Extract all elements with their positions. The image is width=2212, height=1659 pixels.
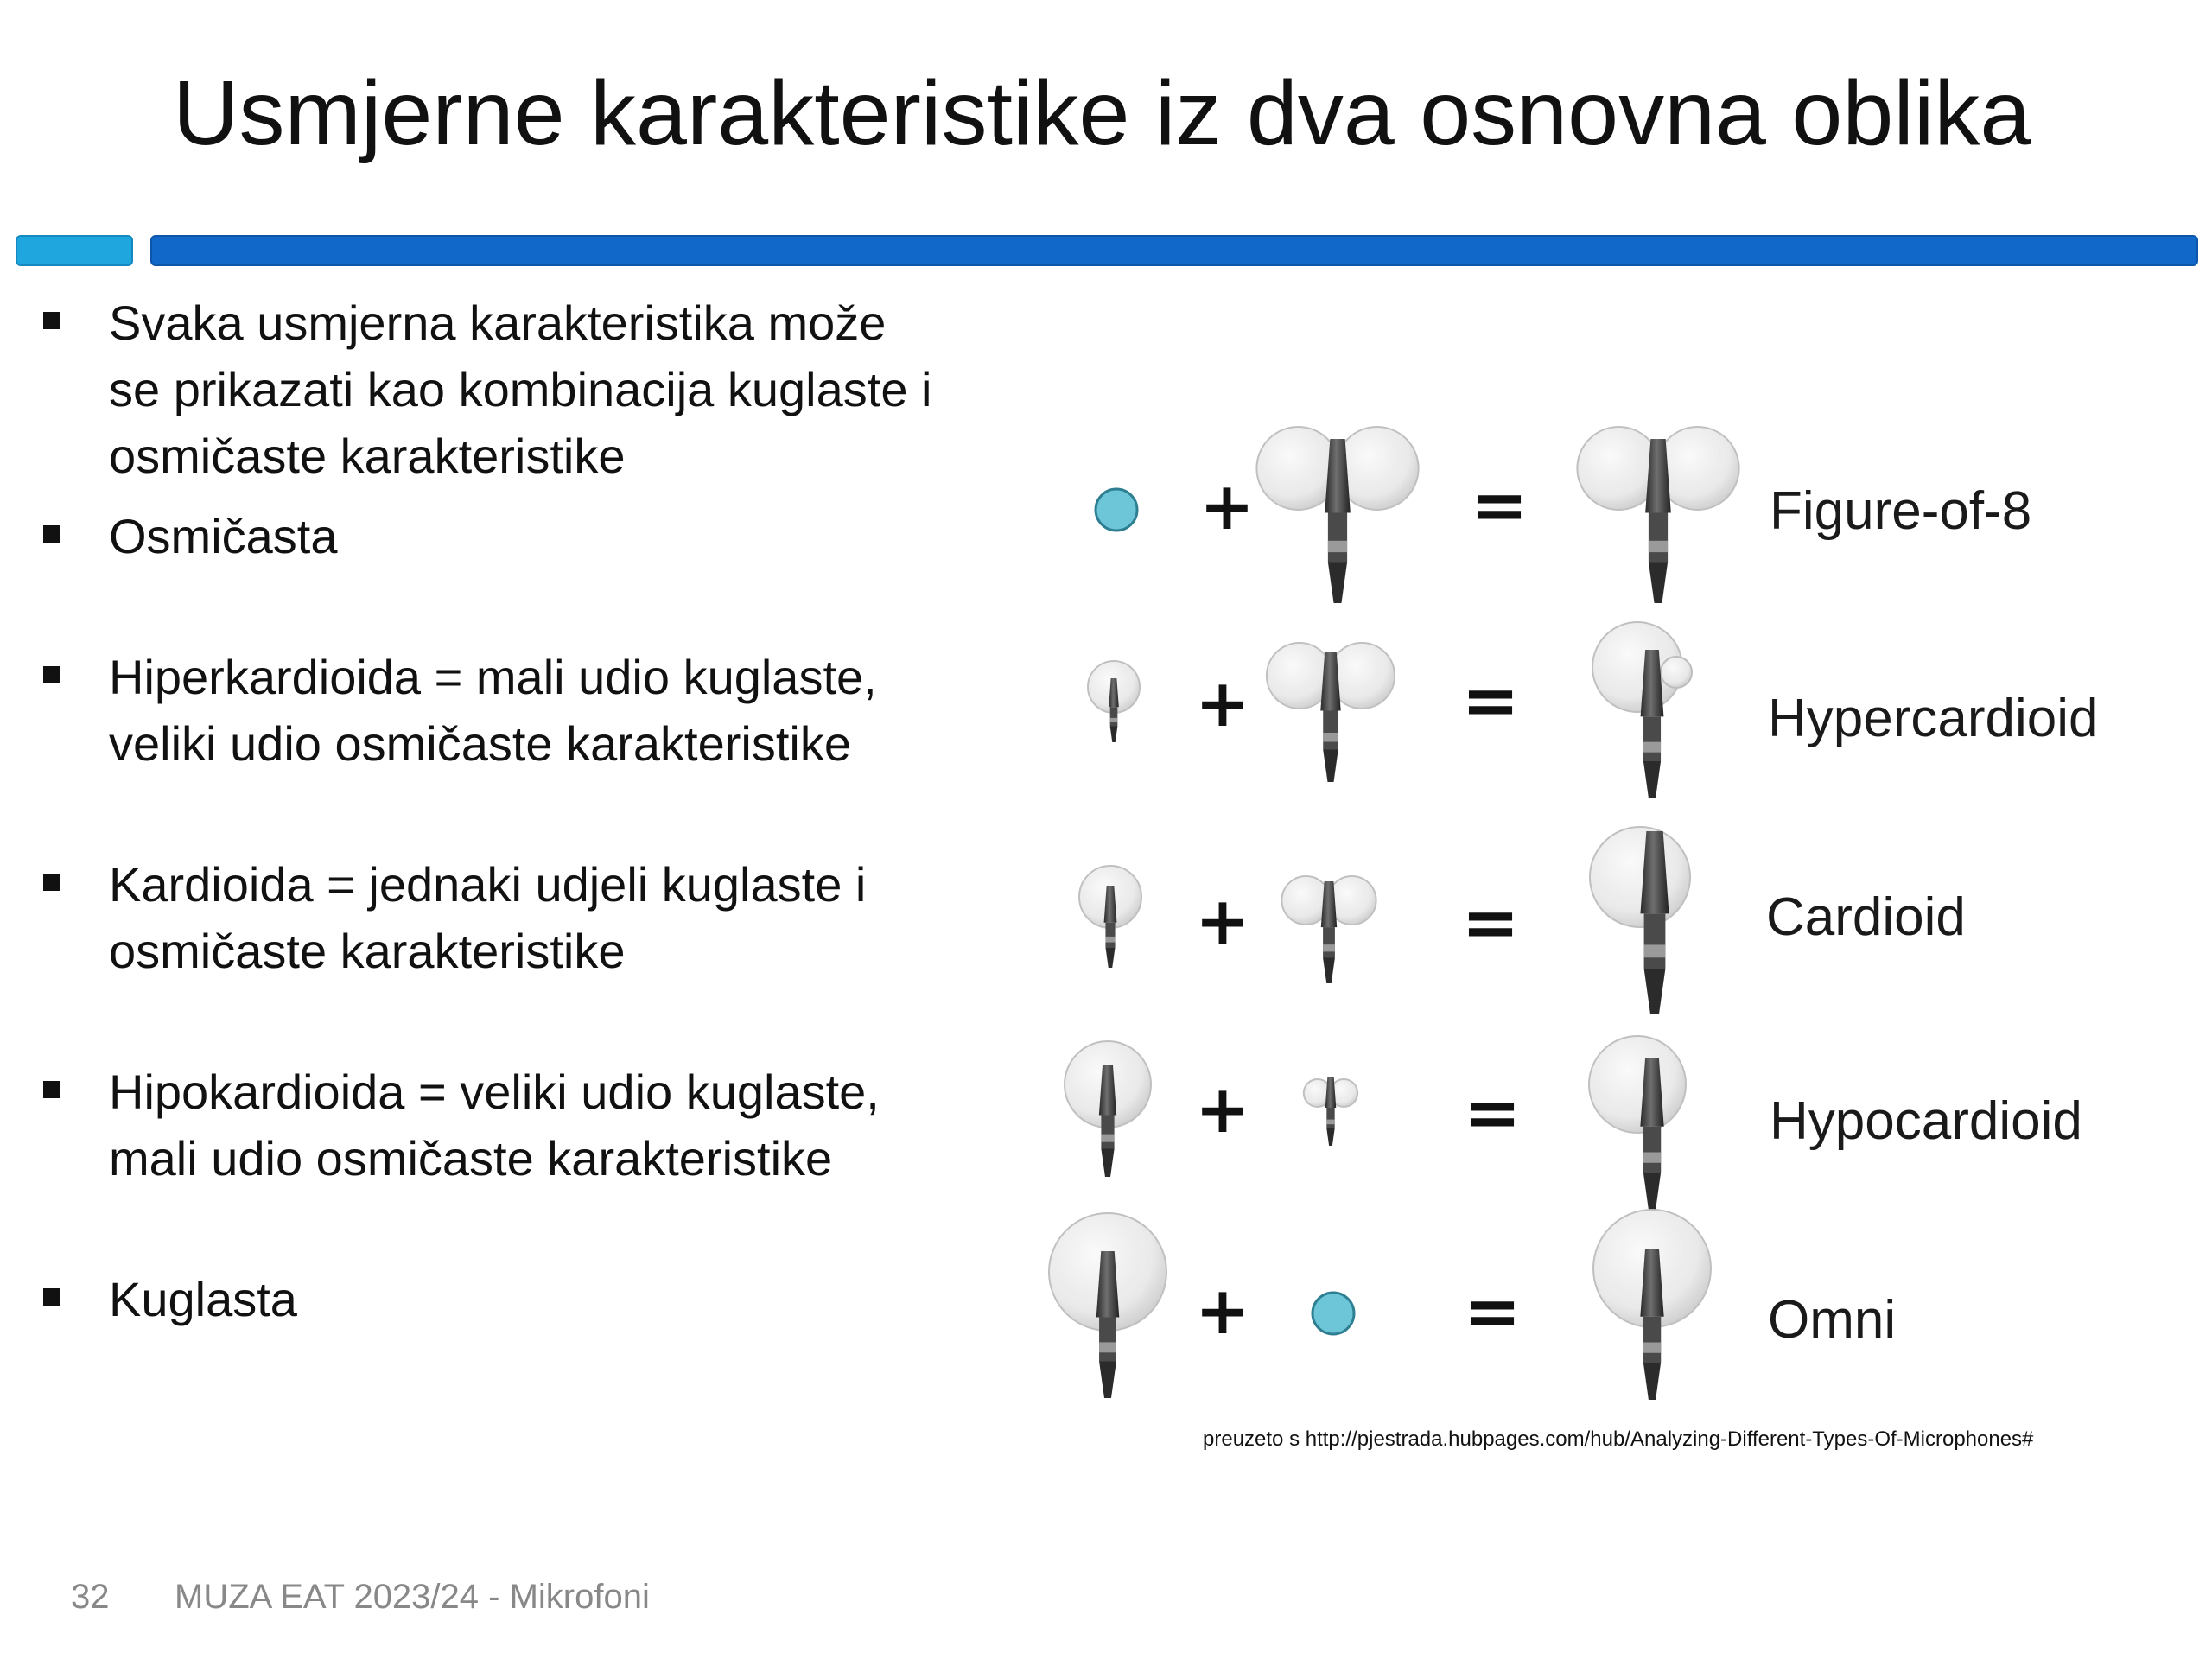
microphone-icon [1320,652,1340,782]
page-number: 32 [71,1578,110,1616]
microphone-band [1644,944,1666,957]
microphone-icon [1321,881,1337,983]
bullet-line: Hiperkardioida = mali udio kuglaste, [109,650,877,704]
microphone-band [1099,1342,1116,1352]
source-note: preuzeto s http://pjestrada.hubpages.com/hub/Analyzing-Different-Types-Of-Microphones# [1203,1427,2034,1451]
microphone-band [1643,1343,1661,1353]
bullet-line: Svaka usmjerna karakteristika može [109,296,887,350]
plus-sign: + [1195,1071,1250,1147]
microphone-icon [1645,439,1671,603]
microphone-tail [1643,1172,1661,1210]
microphone-band [1323,733,1338,742]
bullet-line: Hipokardioida = veliki udio kuglaste, [109,1065,880,1119]
equals-sign: = [1461,660,1520,741]
microphone-tail [1323,958,1335,984]
microphone-body [1326,1108,1334,1128]
microphone-band [1323,944,1335,951]
microphone-band [1105,937,1115,943]
equals-sign: = [1470,465,1529,545]
equals-sign: = [1461,882,1520,963]
microphone-body [1101,1116,1114,1149]
microphone-band [1643,742,1661,753]
pickup-lobe [1589,1036,1686,1133]
bullet-line: osmičaste karakteristike [109,429,626,483]
microphone-body [1323,711,1338,750]
microphone-body [1643,1127,1661,1173]
plus-sign: + [1195,664,1250,741]
microphone-tail [1643,1362,1661,1400]
bullet-line: mali udio osmičaste karakteristike [109,1131,833,1185]
microphone-tail [1105,947,1115,968]
omni-dot [1313,1293,1354,1334]
footer-text: MUZA EAT 2023/24 - Mikrofoni [175,1578,650,1616]
slide-title: Usmjerne karakteristike iz dva osnovna oblika [173,62,2031,164]
microphone-body [1105,923,1115,948]
microphone-tail [1323,750,1338,783]
pattern-label-hypercardioid: Hypercardioid [1768,689,2099,748]
microphone-body [1323,927,1335,957]
microphone-tail [1644,969,1666,1014]
pattern-label-figure-of-8: Figure-of-8 [1770,481,2032,541]
equals-sign: = [1463,1072,1522,1153]
microphone-tail [1326,1128,1334,1146]
microphone-icon [1640,1249,1663,1400]
pattern-label-cardioid: Cardioid [1766,887,1966,947]
bullet-line: se prikazati kao kombinacija kuglaste i [109,362,932,416]
microphone-tail [1110,727,1118,743]
microphone-tail [1328,563,1347,604]
plus-sign: + [1199,467,1255,544]
microphone-body [1099,1318,1116,1362]
microphone-icon [1099,1065,1116,1177]
microphone-head [1325,1077,1336,1108]
microphone-icon [1641,650,1664,798]
microphone-body [1643,1317,1661,1363]
microphone-tail [1099,1362,1116,1399]
microphone-body [1643,716,1661,761]
bullet-line: Kuglasta [109,1272,297,1326]
microphone-band [1649,541,1668,552]
microphone-band [1326,1120,1334,1125]
microphone-body [1110,707,1118,726]
microphone-icon [1640,831,1669,1014]
microphone-body [1644,913,1666,969]
microphone-body [1328,513,1347,563]
microphone-body [1649,513,1668,563]
plus-sign: + [1195,1272,1250,1349]
pattern-label-omni: Omni [1768,1290,1897,1350]
pickup-lobe [1590,827,1690,927]
microphone-tail [1643,761,1661,798]
microphone-icon [1640,1058,1663,1210]
rear-lobe [1661,657,1692,688]
microphone-tail [1101,1149,1114,1178]
microphone-icon [1096,1251,1120,1398]
pattern-label-hypocardioid: Hypocardioid [1770,1091,2082,1151]
microphone-icon [1109,678,1119,742]
bullet-line: veliki udio osmičaste karakteristike [109,716,851,771]
bullet-line: Osmičasta [109,509,338,563]
microphone-band [1101,1135,1114,1142]
equals-sign: = [1463,1271,1522,1351]
microphone-band [1328,541,1347,552]
microphone-icon [1325,1077,1336,1146]
microphone-band [1643,1153,1661,1163]
bullet-line: Kardioida = jednaki udjeli kuglaste i [109,857,867,912]
microphone-icon [1104,886,1117,968]
bullet-line: osmičaste karakteristike [109,924,626,978]
microphone-tail [1649,563,1668,604]
microphone-icon [1325,439,1351,603]
omni-dot [1096,489,1137,531]
microphone-band [1110,718,1118,722]
plus-sign: + [1195,882,1250,959]
